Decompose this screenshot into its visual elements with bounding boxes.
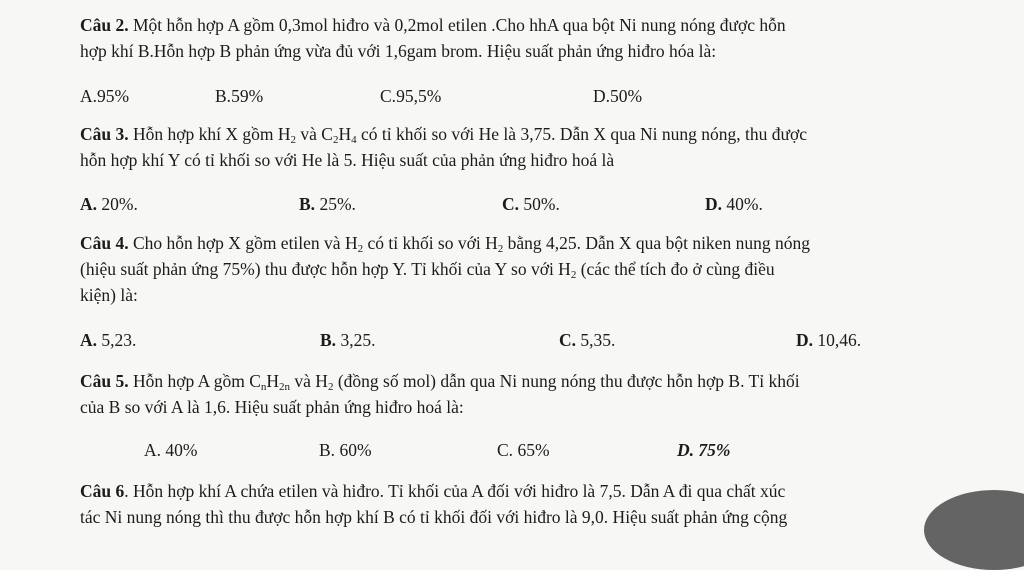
option-label: C. (559, 330, 577, 350)
question-5 (80, 368, 980, 420)
subscript: 4 (351, 134, 357, 146)
question-5-option-d (677, 437, 730, 463)
question-3-option-a (80, 191, 138, 217)
question-2-text-line2: hợp khí B.Hỗn hợp B phản ứng vừa đủ với 1,6gam brom. Hiệu suất phản ứng hiđro hóa là: (80, 41, 717, 61)
option-label: B. (320, 330, 337, 350)
subscript: 2n (279, 381, 291, 393)
question-4-text-line3: kiện) là: (80, 285, 138, 305)
question-3-option-d (705, 191, 763, 217)
option-value: 5,35. (576, 330, 616, 350)
question-5-option-c (497, 437, 550, 463)
question-5-option-a (144, 437, 197, 463)
question-4-text: Cho hỗn hợp X gồm etilen và H (128, 233, 358, 253)
subscript: 2 (357, 243, 364, 255)
subscript: 2 (497, 243, 504, 255)
option-value: 95,5% (396, 86, 442, 106)
question-5-text: H (266, 371, 280, 391)
option-label: B. (319, 440, 336, 460)
question-6-text-line2: tác Ni nung nóng thì thu được hỗn hợp khí B có tỉ khối đối với hiđro là 9,0. Hiệu suất phản ứng cộng (80, 507, 788, 527)
option-label: B. (299, 194, 316, 214)
question-6 (80, 478, 980, 530)
option-label: A. (80, 330, 98, 350)
question-4-label: Câu 4. (80, 233, 129, 253)
question-3-text: H (338, 124, 352, 144)
option-label: C. (497, 440, 514, 460)
option-label: D. (593, 86, 611, 106)
question-4-text: (các thể tích đo ở cùng điều (576, 259, 775, 279)
question-2-option-d (593, 83, 642, 109)
question-4-option-d (796, 327, 861, 353)
option-value: 60% (335, 440, 372, 460)
option-label: D. (677, 440, 695, 460)
question-3-text-line2: hỗn hợp khí Y có tỉ khối so với He là 5. Hiệu suất của phản ứng hiđro hoá là (80, 150, 615, 170)
question-4-option-a (80, 327, 136, 353)
question-3-option-c (502, 191, 560, 217)
option-value: 59% (231, 86, 264, 106)
option-value: 20%. (97, 194, 138, 214)
question-2-label: Câu 2. (80, 15, 129, 35)
question-4-text: bằng 4,25. Dẫn X qua bột niken nung nóng (503, 233, 810, 253)
option-label: A. (144, 440, 162, 460)
question-2 (80, 12, 980, 64)
question-5-label: Câu 5. (80, 371, 129, 391)
question-3 (80, 121, 980, 173)
option-value: 40%. (722, 194, 763, 214)
option-label: A. (80, 86, 98, 106)
question-4-option-c (559, 327, 615, 353)
question-4-text: có tỉ khối so với H (363, 233, 498, 253)
question-5-text: Hỗn hợp A gồm C (128, 371, 261, 391)
question-3-option-b (299, 191, 356, 217)
question-6-label: Câu 6 (80, 481, 125, 501)
subscript: n (260, 381, 267, 393)
question-5-text: và H (290, 371, 328, 391)
question-5-text-line2: của B so với A là 1,6. Hiệu suất phản ứng hiđro hoá là: (80, 397, 464, 417)
option-value: 50%. (519, 194, 560, 214)
question-2-option-b (215, 83, 263, 109)
subscript: 2 (290, 134, 297, 146)
option-value: 3,25. (336, 330, 376, 350)
question-3-text: có tỉ khối so với He là 3,75. Dẫn X qua Ni nung nóng, thu được (356, 124, 807, 144)
option-label: B. (215, 86, 232, 106)
subscript: 2 (332, 134, 339, 146)
question-4-option-b (320, 327, 375, 353)
question-2-option-c (380, 83, 441, 109)
option-value: 40% (161, 440, 198, 460)
question-5-text: (đồng số mol) dẫn qua Ni nung nóng thu được hỗn hợp B. Tỉ khối (333, 371, 800, 391)
question-3-text: Hỗn hợp khí X gồm H (128, 124, 291, 144)
question-2-option-a (80, 83, 129, 109)
option-value: 75% (694, 440, 731, 460)
option-value: 5,23. (97, 330, 137, 350)
option-value: 10,46. (813, 330, 862, 350)
question-4 (80, 230, 980, 308)
subscript: 2 (570, 269, 577, 281)
question-3-label: Câu 3. (80, 124, 129, 144)
question-4-text: (hiệu suất phản ứng 75%) thu được hỗn hợp Y. Tỉ khối của Y so với H (80, 259, 571, 279)
option-label: C. (380, 86, 397, 106)
question-5-option-b (319, 437, 372, 463)
question-6-text-line1: . Hỗn hợp khí A chứa etilen và hiđro. Tỉ khối của A đối với hiđro là 7,5. Dẫn A đi qua chất xúc (124, 481, 786, 501)
option-label: D. (705, 194, 723, 214)
option-value: 95% (97, 86, 130, 106)
option-value: 65% (513, 440, 550, 460)
option-value: 50% (610, 86, 643, 106)
option-label: A. (80, 194, 98, 214)
option-label: D. (796, 330, 814, 350)
option-value: 25%. (315, 194, 356, 214)
question-2-text-line1: Một hỗn hợp A gồm 0,3mol hiđro và 0,2mol etilen .Cho hhA qua bột Ni nung nóng được hỗn (128, 15, 786, 35)
option-label: C. (502, 194, 520, 214)
subscript: 2 (327, 381, 334, 393)
question-3-text: và C (296, 124, 333, 144)
